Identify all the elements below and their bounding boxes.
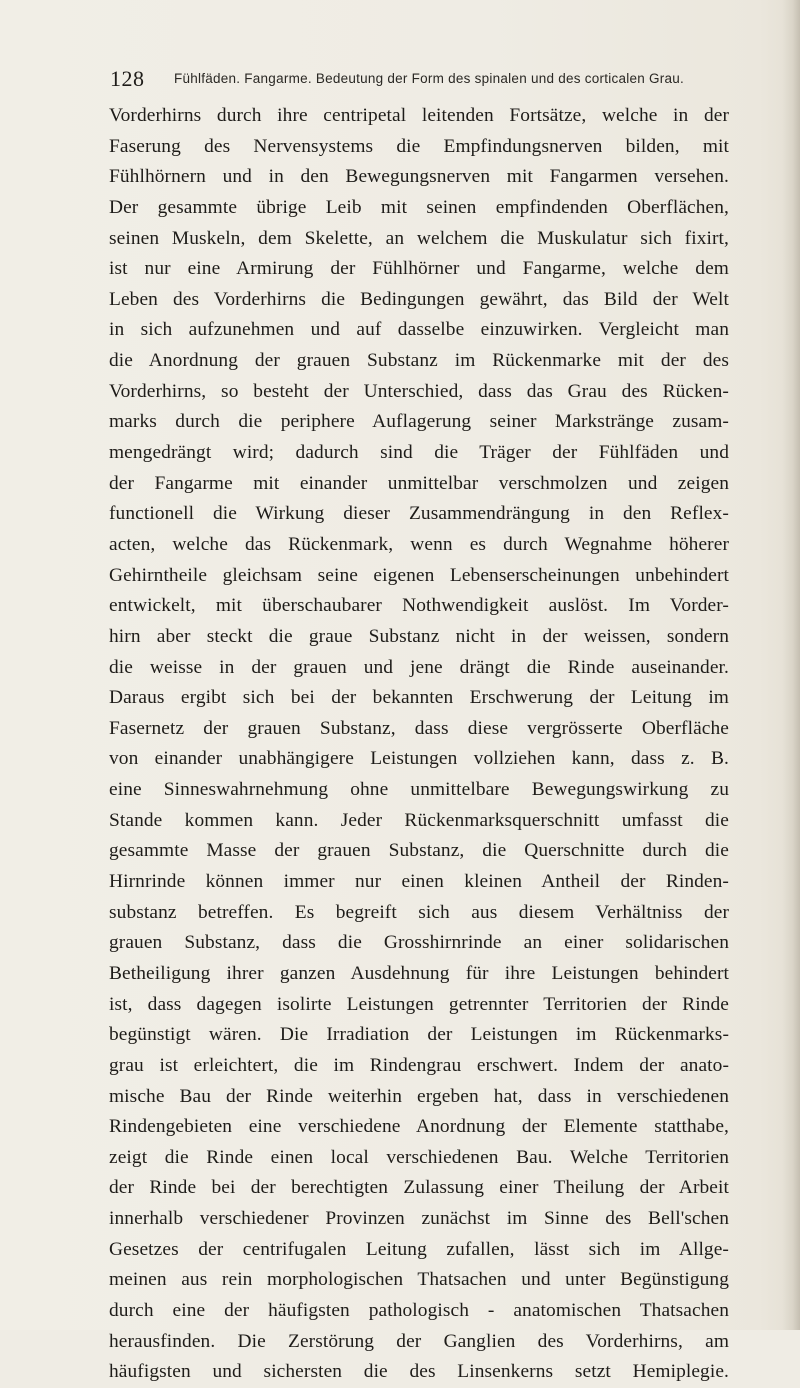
page-edge-shadow [782, 0, 800, 1330]
text-line: acten, welche das Rückenmark, wenn es durch Wegnahme höherer [109, 533, 729, 555]
text-line: grau ist erleichtert, die im Rindengrau erschwert. Indem der anato- [109, 1054, 729, 1076]
text-line: marks durch die periphere Auflagerung seiner Markstränge zusam- [109, 411, 729, 433]
text-line: eine Sinneswahrnehmung ohne unmittelbare Bewegungswirkung zu [109, 779, 729, 801]
text-line: functionell die Wirkung dieser Zusammendrängung in den Reflex- [109, 503, 729, 525]
text-line: ist nur eine Armirung der Fühlhörner und Fangarme, welche dem [109, 258, 729, 280]
text-line: Betheiligung ihrer ganzen Ausdehnung für ihre Leistungen behindert [109, 962, 729, 984]
running-head [110, 64, 730, 94]
text-line: die Anordnung der grauen Substanz im Rückenmarke mit der des [109, 350, 729, 372]
text-line: Hirnrinde können immer nur einen kleinen Antheil der Rinden- [109, 871, 729, 893]
text-line: der Rinde bei der berechtigten Zulassung einer Theilung der Arbeit [109, 1177, 729, 1199]
text-line: hirn aber steckt die graue Substanz nicht in der weissen, sondern [109, 625, 729, 647]
text-line: begünstigt wären. Die Irradiation der Leistungen im Rückenmarks- [109, 1024, 729, 1046]
text-line: in sich aufzunehmen und auf dasselbe einzuwirken. Vergleicht man [109, 319, 729, 341]
text-line: der Fangarme mit einander unmittelbar verschmolzen und zeigen [109, 472, 729, 494]
text-line: häufigsten und sichersten die des Linsenkerns setzt Hemiplegie. [109, 1361, 729, 1383]
text-line: Fasernetz der grauen Substanz, dass diese vergrösserte Oberfläche [109, 717, 729, 739]
text-line: grauen Substanz, dass die Grosshirnrinde an einer solidarischen [109, 932, 729, 954]
text-line: von einander unabhängigere Leistungen vollziehen kann, dass z. B. [109, 748, 729, 770]
text-line: Stande kommen kann. Jeder Rückenmarksquerschnitt umfasst die [109, 809, 729, 831]
text-line: mengedrängt wird; dadurch sind die Träger der Fühlfäden und [109, 442, 729, 464]
page-number: 128 [110, 66, 145, 91]
text-line: seinen Muskeln, dem Skelette, an welchem die Muskulatur sich fixirt, [109, 227, 729, 249]
text-line: meinen aus rein morphologischen Thatsachen und unter Begünstigung [109, 1269, 729, 1291]
text-line: gesammte Masse der grauen Substanz, die Querschnitte durch die [109, 840, 729, 862]
text-line: mische Bau der Rinde weiterhin ergeben hat, dass in verschiedenen [109, 1085, 729, 1107]
text-line: die weisse in der grauen und jene drängt die Rinde auseinander. [109, 656, 729, 678]
text-line: entwickelt, mit überschaubarer Nothwendigkeit auslöst. Im Vorder- [109, 595, 729, 617]
text-line: ist, dass dagegen isolirte Leistungen getrennter Territorien der Rinde [109, 993, 729, 1015]
text-line: Fühlhörnern und in den Bewegungsnerven mit Fangarmen versehen. [109, 166, 729, 188]
text-line: zeigt die Rinde einen local verschiedenen Bau. Welche Territorien [109, 1146, 729, 1168]
text-line: Faserung des Nervensystems die Empfindungsnerven bilden, mit [109, 135, 729, 157]
text-line: durch eine der häufigsten pathologisch - anatomischen Thatsachen [109, 1299, 729, 1321]
text-line: Leben des Vorderhirns die Bedingungen gewährt, das Bild der Welt [109, 288, 729, 310]
body-paragraph [109, 101, 729, 1388]
text-line: Gehirntheile gleichsam seine eigenen Lebenserscheinungen unbehindert [109, 564, 729, 586]
text-line: Der gesammte übrige Leib mit seinen empfindenden Oberflächen, [109, 196, 729, 218]
running-head-title: Fühlfäden. Fangarme. Bedeutung der Form des spinalen und des corticalen Grau. [174, 71, 685, 86]
text-line: Gesetzes der centrifugalen Leitung zufallen, lässt sich im Allge- [109, 1238, 729, 1260]
text-line: innerhalb verschiedener Provinzen zunächst im Sinne des Bell'schen [109, 1208, 729, 1230]
text-line: Vorderhirns durch ihre centripetal leitenden Fortsätze, welche in der [109, 105, 729, 126]
text-line: Daraus ergibt sich bei der bekannten Erschwerung der Leitung im [109, 687, 729, 709]
text-line: Rindengebieten eine verschiedene Anordnung der Elemente statthabe, [109, 1116, 729, 1138]
text-line: substanz betreffen. Es begreift sich aus diesem Verhältniss der [109, 901, 729, 923]
text-line: Vorderhirns, so besteht der Unterschied, dass das Grau des Rücken- [109, 380, 729, 402]
text-line: herausfinden. Die Zerstörung der Ganglien des Vorderhirns, am [109, 1330, 729, 1352]
